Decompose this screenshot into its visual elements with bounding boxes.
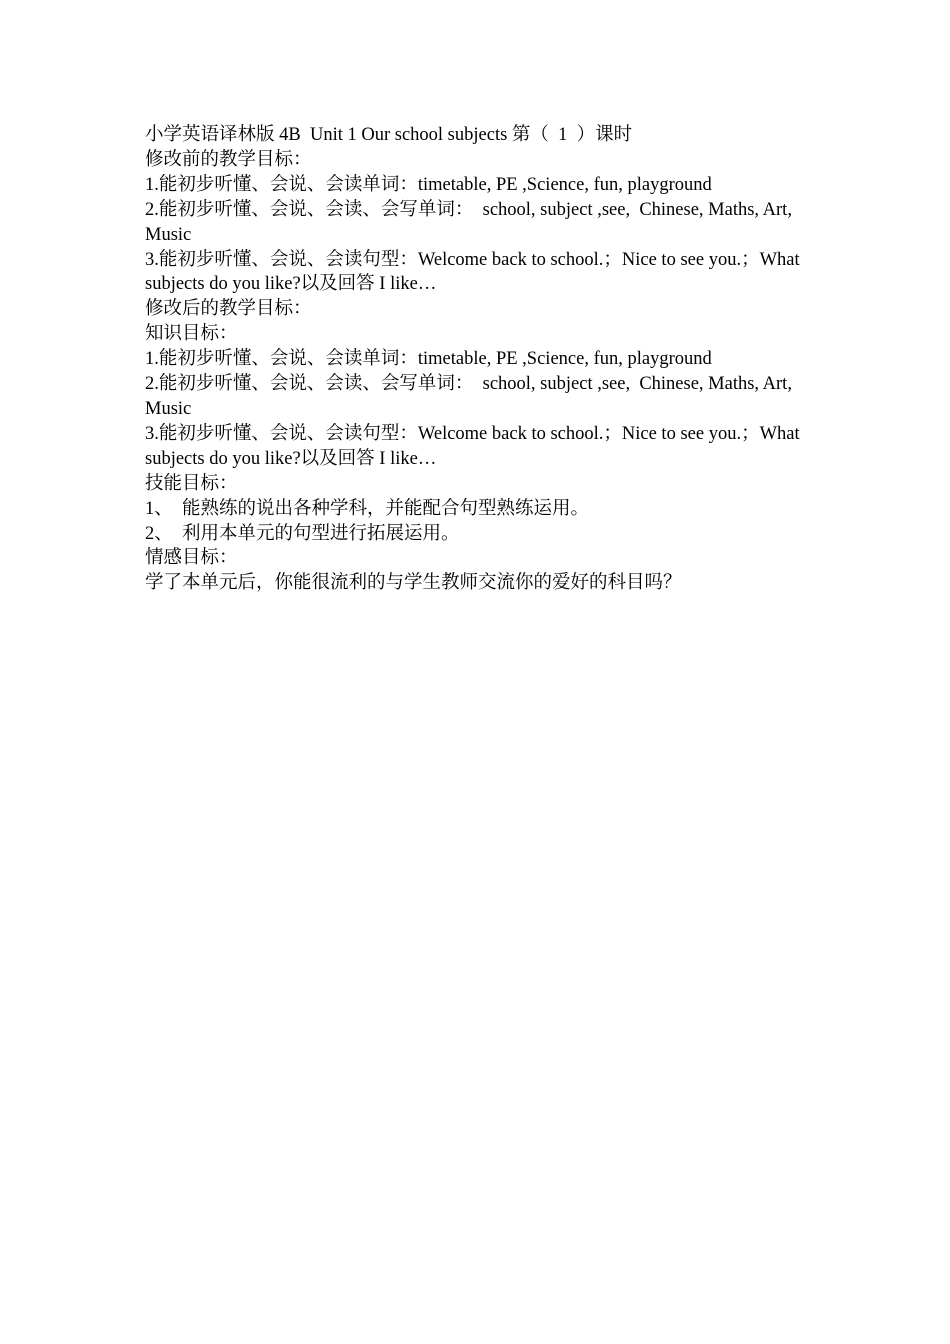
skill-objectives-heading: 技能目标： — [145, 473, 238, 494]
before-objectives-heading: 修改前的教学目标： — [145, 149, 312, 170]
knowledge-objectives-heading: 知识目标： — [145, 324, 238, 345]
skill-objective-item: 1、 能熟练的说出各种学科，并能配合句型熟练运用。 — [145, 498, 590, 519]
emotion-objective-item: 学了本单元后，你能很流利的与学生教师交流你的爱好的科目吗？ — [145, 573, 682, 594]
skill-objective-item: 2、 利用本单元的句型进行拓展运用。 — [145, 523, 460, 544]
emotion-objectives-heading: 情感目标： — [145, 548, 238, 569]
before-objective-item: 2.能初步听懂、会说、会读、会写单词： school, subject ,see, Chinese, Maths, Art, Music — [145, 199, 797, 245]
knowledge-objective-item: 3.能初步听懂、会说、会读句型：Welcome back to school.；Nice to see you.；What subjects do you like?以及回答 I like… — [145, 423, 805, 469]
before-objective-item: 1.能初步听懂、会说、会读单词：timetable, PE ,Science, fun, playground — [145, 174, 712, 195]
after-objectives-heading: 修改后的教学目标： — [145, 299, 312, 320]
before-objective-item: 3.能初步听懂、会说、会读句型：Welcome back to school.；Nice to see you.；What subjects do you like?以及回答 I like… — [145, 249, 805, 295]
knowledge-objective-item: 2.能初步听懂、会说、会读、会写单词： school, subject ,see, Chinese, Maths, Art, Music — [145, 374, 797, 419]
document-body — [145, 123, 810, 596]
document-title: 小学英语译林版 4B Unit 1 Our school subjects 第（ 1 ）课时 — [145, 125, 633, 145]
knowledge-objective-item: 1.能初步听懂、会说、会读单词：timetable, PE ,Science, fun, playground — [145, 349, 712, 370]
